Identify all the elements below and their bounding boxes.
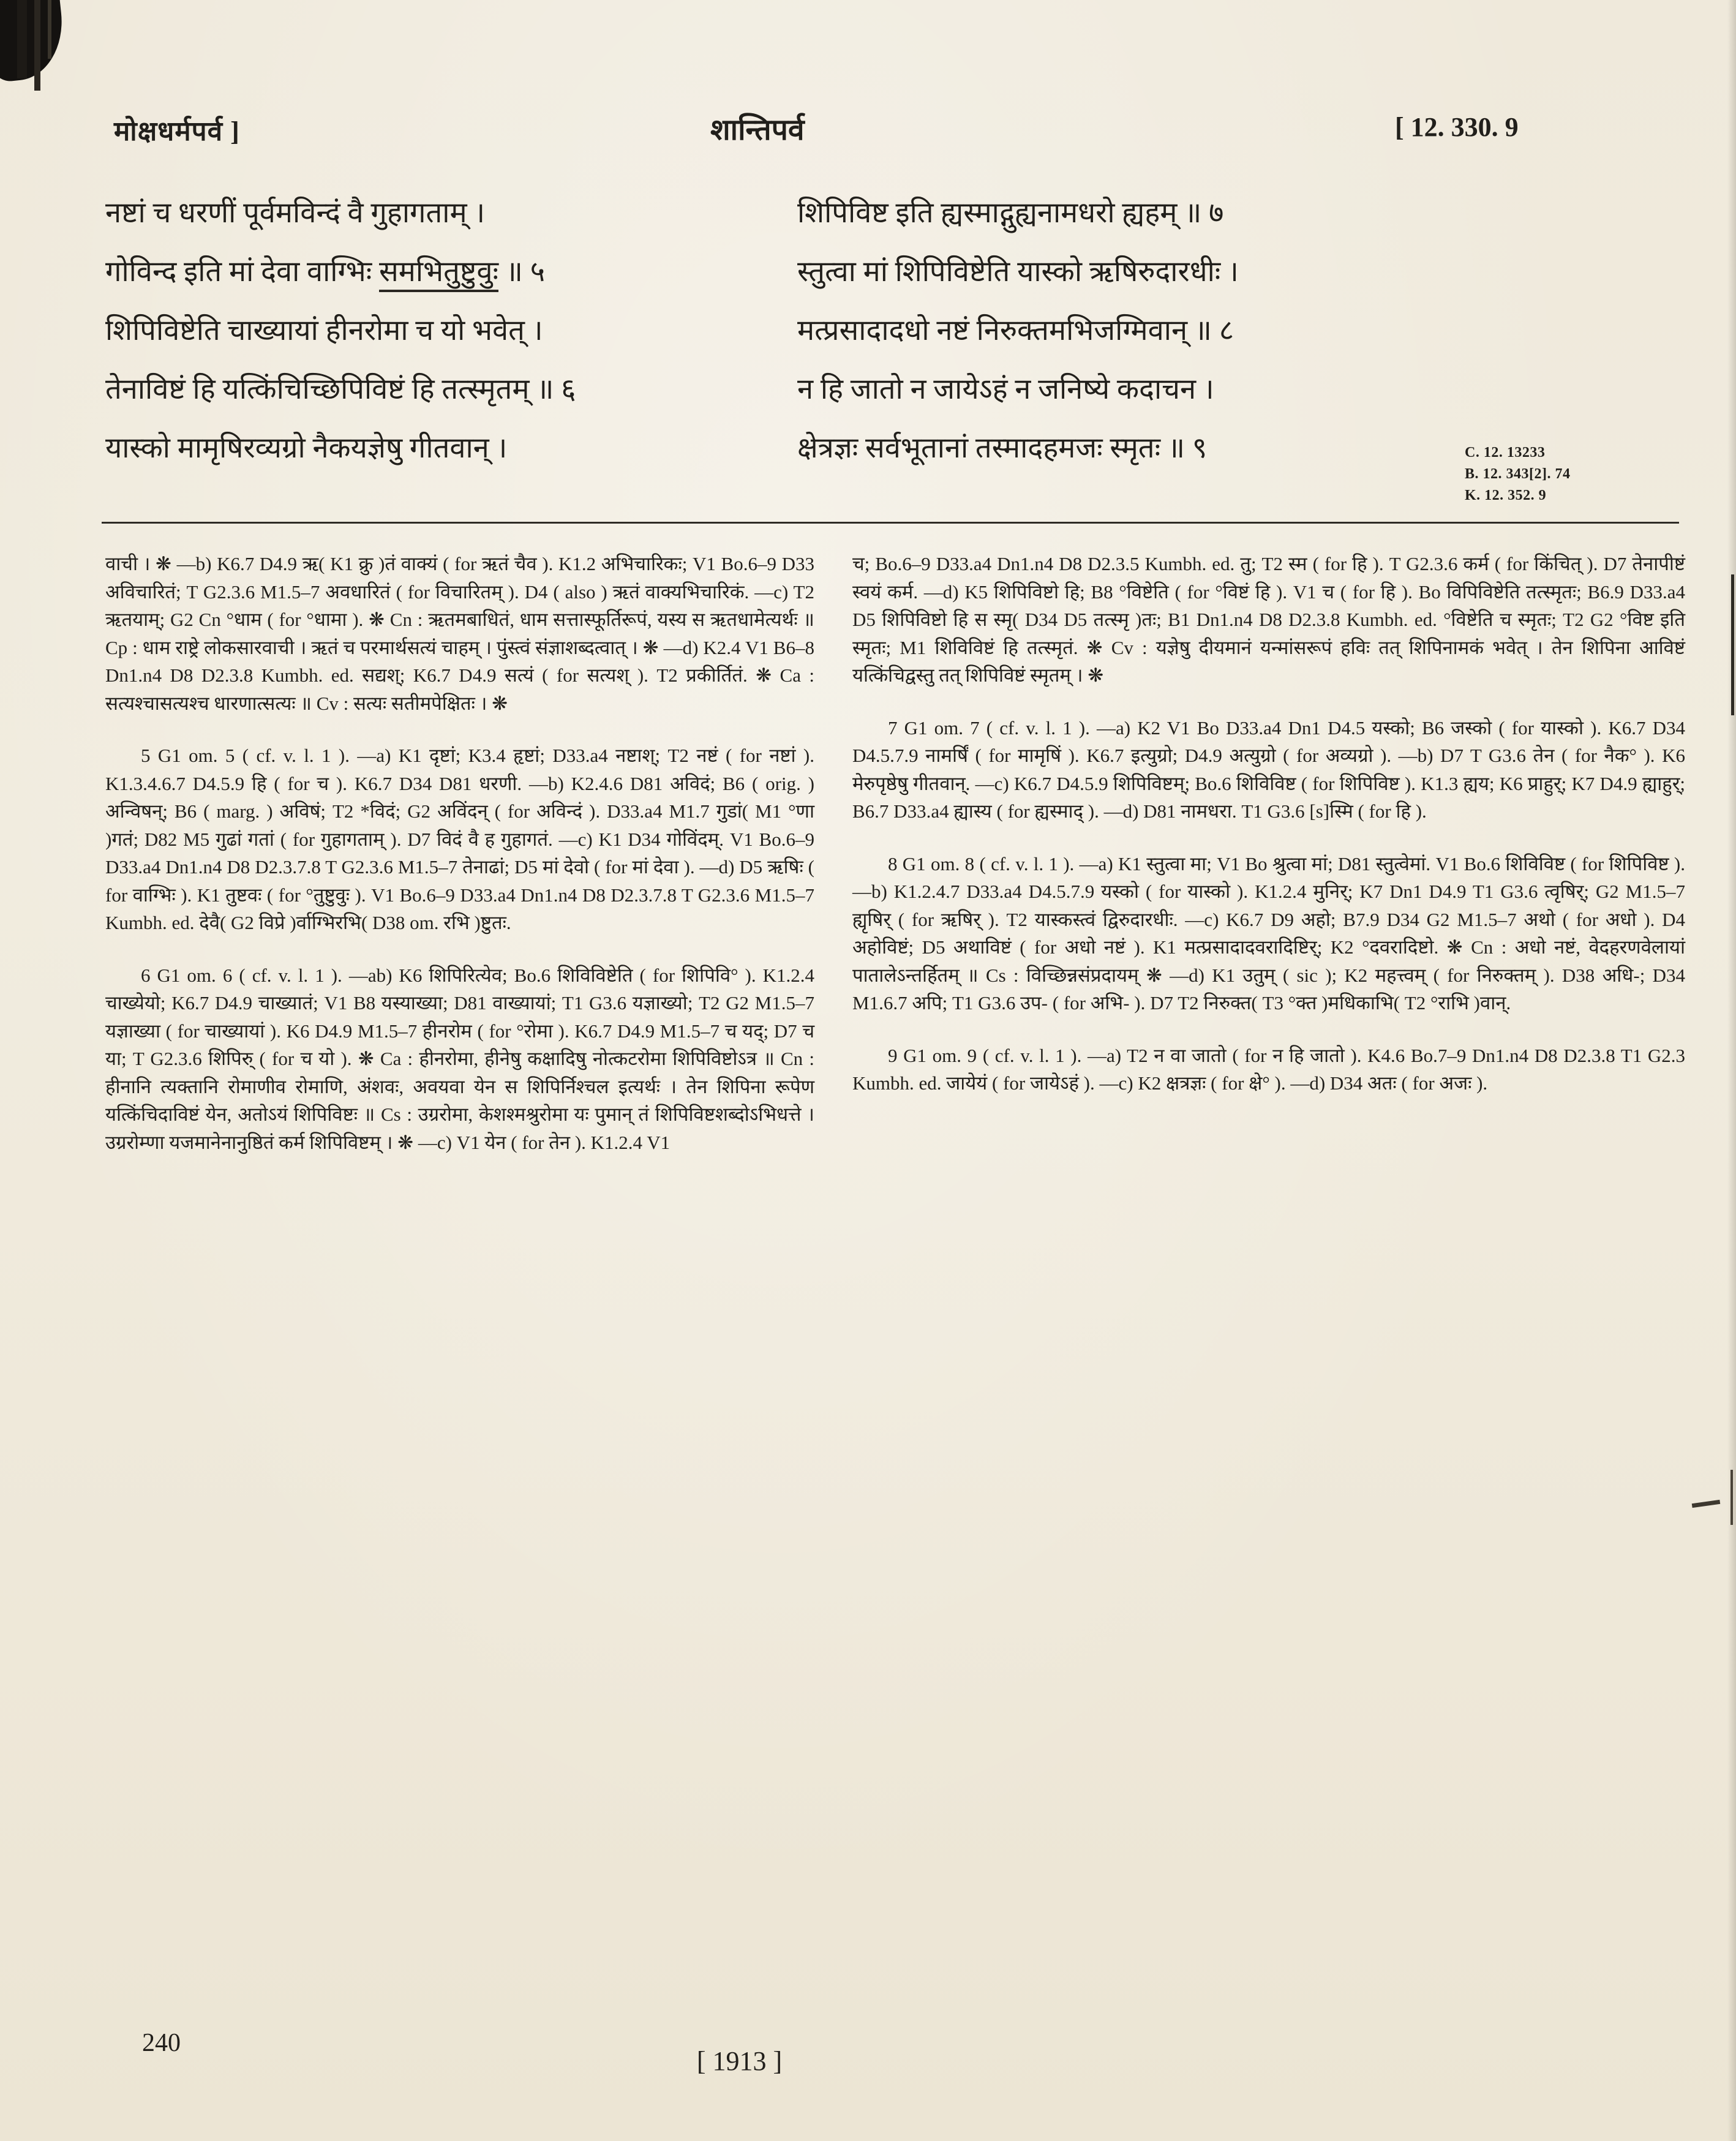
verse-line: स्तुत्वा मां शिपिविष्टेति यास्को ऋषिरुदारधीः । (797, 256, 1239, 288)
marginal-ref: K. 12. 352. 9 (1465, 487, 1547, 503)
verse-line: क्षेत्रज्ञः सर्वभूतानां तस्मादहमजः स्मृतः ॥ ९ (797, 432, 1208, 464)
verse-line: मत्प्रसादादधो नष्टं निरुक्तमभिजग्मिवान् ॥ ८ (797, 315, 1234, 347)
apparatus-left-column (105, 550, 814, 1181)
apparatus-note-7: 7 G1 om. 7 ( cf. v. l. 1 ). —a) K2 V1 Bo D33.a4 Dn1 D4.5 यस्को; B6 जस्को ( for यास्को ). K6.7 D34 D4.5.7.9 नामर्षिं ( for मामृषिं ). K6.7 इत्युग्रो; D4.9 अत्युग्रो ( for अव्यग्रो ). —b) D7 T G3.6 तेन ( for नैक° ). K6 मेरुपृष्ठेषु गीतवान्. —c) K6.7 D4.5.9 शिपिविष्टम्; Bo.6 शिविविष्ट ( for शिपिविष्ट ). K1.3 ह्यय; K6 प्राहुर्; K7 D4.9 ह्याहुर्; B6.7 D33.a4 ह्यास्य ( for ह्यस्माद् ). —d) D81 नामधरा. T1 G3.6 [s]स्मि ( for हि ). (852, 717, 1685, 822)
apparatus-note-5: 5 G1 om. 5 ( cf. v. l. 1 ). —a) K1 दृष्टां; K3.4 हृष्टां; D33.a4 नष्टाश्; T2 नष्टं ( for नष्टां ). K1.3.4.6.7 D4.5.9 हि ( for च ). K6.7 D34 D81 धरणी. —b) K2.4.6 D81 अविदं; B6 ( orig. ) अन्विषन्; B6 ( marg. ) अविषं; T2 *विदं; G2 अविंदन् ( for अविन्दं ). D33.a4 M1.7 गुडां( M1 °णा )गतं; D82 M5 गुढां गतां ( for गुहागताम् ). D7 विदं वै ह गुहागतं. —c) K1 D34 गोविंदम्. V1 Bo.6–9 D33.a4 Dn1.n4 D8 D2.3.7.8 T G2.3.6 M1.5–7 तेनाढां; D5 मां देवो ( for मां देवा ). —d) D5 ऋषिः ( for वाग्भिः ). K1 तुष्टवः ( for °तुष्टुवुः ). V1 Bo.6–9 D33.a4 Dn1.n4 D8 D2.3.7.8 T G2.3.6 M1.5–7 Kumbh. ed. देवै( G2 विप्रे )र्वाग्भिरभि( D38 om. रभि )ष्टुतः. (105, 745, 814, 933)
verse-column-right (797, 184, 1434, 478)
marginal-ref: B. 12. 343[2]. 74 (1465, 466, 1571, 482)
apparatus-note-9: 9 G1 om. 9 ( cf. v. l. 1 ). —a) T2 न वा जातो ( for न हि जातो ). K4.6 Bo.7–9 Dn1.n4 D8 D2.3.8 T1 G2.3 Kumbh. ed. जायेयं ( for जायेऽहं ). —c) K2 क्षत्रज्ञः ( for क्षे° ). —d) D34 अतः ( for अजः ). (852, 1044, 1685, 1094)
verse-text: ॥ ५ (498, 256, 546, 288)
verse-line: नष्टां च धरणीं पूर्वमविन्दं वै गुहागताम् । (105, 197, 486, 229)
verse-line: शिपिविष्ट इति ह्यस्माद्गुह्यनामधरो ह्यहम् ॥ ७ (797, 197, 1224, 229)
critical-apparatus (105, 550, 1685, 1181)
header-center-title: शान्तिपर्व (710, 114, 805, 146)
marginal-ref: C. 12. 13233 (1465, 445, 1546, 461)
apparatus-note-6-continuation: च; Bo.6–9 D33.a4 Dn1.n4 D8 D2.3.5 Kumbh. ed. तु; T2 स्म ( for हि ). T G2.3.6 कर्म ( for किंचित् ). D7 तेनापीष्टं स्वयं कर्म. —d) K5 शिपिविष्टो हि; B8 °विष्टेति ( for °विष्टं हि ). V1 च ( for हि ). Bo विपिविष्टेति तत्स्मृतः; B6.9 D33.a4 D5 शिपिविष्टो हि स स्मृ( D34 D5 तत्स्मृ )तः; B1 Dn1.n4 D8 D2.3.8 Kumbh. ed. °विष्टेति च स्मृतः; T2 G2 °विष्ट इति स्मृतः; M1 शिविविष्टं हि तत्स्मृतं. ❋ Cv : यज्ञेषु दीयमानं यन्मांसरूपं हविः तत् शिपिनामकं भवेत् । तेन शिपिना आविष्टं यत्किंचिद्वस्तु तत् शिपिविष्टं स्मृतम् । ❋ (852, 553, 1685, 686)
page-number: 240 (142, 2029, 181, 2057)
verse-line (105, 243, 761, 301)
verse-line: यास्को मामृषिरव्यग्रो नैकयज्ञेषु गीतवान् । (105, 432, 508, 464)
scan-edge-shadow (1727, 0, 1736, 2141)
scan-pencil-tick (1692, 1500, 1721, 1508)
underlined-word: समभितुष्टुवुः (379, 256, 498, 292)
apparatus-note-8: 8 G1 om. 8 ( cf. v. l. 1 ). —a) K1 स्तुत्वा मा; V1 Bo श्रुत्वा मां; D81 स्तुत्वेमां. V1 Bo.6 शिविविष्ट ( for शिपिविष्ट ). —b) K1.2.4.7 D33.a4 D4.5.7.9 यस्को ( for यास्को ). K1.2.4 मुनिर्; K7 Dn1 D4.9 T1 G3.6 त्वृषिर्; G2 M1.5–7 ह्यृषिर् ( for ऋषिर् ). T2 यास्कस्त्वं द्विरुदारधीः. —c) K6.7 D9 अहो; B7.9 D34 G2 M1.5–7 अथो ( for अधो ). D4 अहोविष्टं; D5 अथाविष्टं ( for अधो नष्टं ). K1 मत्प्रसादादवरादिष्टिर्; K2 °दवरादिष्टो. ❋ Cn : अधो नष्टं, वेदहरणवेलायां पातालेऽन्तर्हितम् ॥ Cs : विच्छिन्नसंप्रदायम् ❋ —d) K1 उतुम् ( sic ); K2 महत्त्वम् ( for निरुक्तम् ). D38 अधि-; D34 M1.6.7 अपि; T1 G3.6 उप- ( for अभि- ). D7 T2 निरुक्त( T3 °क्त )मधिकाभि( T2 °राभि )वान्. (852, 852, 1685, 1014)
verse-line: शिपिविष्टेति चाख्यायां हीनरोमा च यो भवेत् । (105, 315, 543, 347)
divider-rule (102, 522, 1679, 524)
marginal-references (1465, 442, 1571, 506)
apparatus-note-6: 6 G1 om. 6 ( cf. v. l. 1 ). —ab) K6 शिपिरित्येव; Bo.6 शिविविष्टेति ( for शिपिवि° ). K1.2.4 चाख्येयो; K6.7 D4.9 चाख्यातं; V1 B8 यस्याख्या; D81 वाख्यायां; T1 G3.6 यज्ञाख्यो; T2 G2 M1.5–7 यज्ञाख्या ( for चाख्यायां ). K6 D4.9 M1.5–7 हीनरोम ( for °रोमा ). K6.7 D4.9 M1.5–7 च यद्; D7 च या; T G2.3.6 शिपिरु् ( for च यो ). ❋ Ca : हीनरोमा, हीनेषु कक्षादिषु नोत्कटरोमा शिपिविष्टोऽत्र ॥ Cn : हीनानि त्यक्तानि रोमाणीव रोमाणि, अंशवः, अवयवा येन स शिपिर्निश्चल इत्यर्थः । तेन शिपिना रूपेण यत्किंचिदाविष्टं येन, अतोऽयं शिपिविष्टः ॥ Cs : उग्ररोमा, केशश्मश्रुरोमा यः पुमान् तं शिपिविष्टशब्दोऽभिधत्ते । उग्ररोम्णा यजमानेनानुष्ठितं कर्म शिपिविष्टम् । ❋ —c) V1 येन ( for तेन ). K1.2.4 V1 (105, 964, 814, 1153)
scan-stripe (17, 0, 27, 78)
scan-stripe (34, 0, 40, 91)
apparatus-note-continuation: वाची । ❋ —b) K6.7 D4.9 ऋ( K1 क्रु )तं वाक्यं ( for ऋतं चैव ). K1.2 अभिचारिकः; V1 Bo.6–9 D33 अविचारितं; T G2.3.6 M1.5–7 अवधारितं ( for विचारितम् ). D4 ( also ) ऋतं वाक्यभिचारिकं. —c) T2 ऋतयाम्; G2 Cn °धाम ( for °धामा ). ❋ Cn : ऋतमबाधितं, धाम सत्तास्फूर्तिरूपं, यस्य स ऋतधामेत्यर्थः ॥ Cp : धाम राष्ट्रे लोकसारवाची । ऋतं च परमार्थसत्यं चाहम् । पुंस्त्वं संज्ञाशब्दत्वात् । ❋ —d) K2.4 V1 B6–8 Dn1.n4 D8 D2.3.8 Kumbh. ed. सद्यश्; K6.7 D4.9 सत्यं ( for सत्यश् ). T2 प्रकीर्तितं. ❋ Ca : सत्यश्चासत्यश्च धारणात्सत्यः ॥ Cv : सत्यः सतीमपेक्षितः । ❋ (105, 553, 814, 714)
scan-stripe (48, 0, 51, 59)
verse-block (105, 184, 1434, 478)
verse-column-left (105, 184, 761, 478)
header-verse-ref: [ 12. 330. 9 (1395, 112, 1519, 142)
verse-line: न हि जातो न जायेऽहं न जनिष्ये कदाचन । (797, 374, 1214, 405)
verse-text: गोविन्द इति मां देवा वाग्भिः (105, 256, 379, 288)
header-left-title: मोक्षधर्मपर्व ] (114, 116, 240, 146)
footer-bracket-number: [ 1913 ] (696, 2046, 783, 2076)
verse-line: तेनाविष्टं हि यत्किंचिच्छिपिविष्टं हि तत्स्मृतम् ॥ ६ (105, 374, 576, 405)
apparatus-right-column (852, 550, 1685, 1181)
